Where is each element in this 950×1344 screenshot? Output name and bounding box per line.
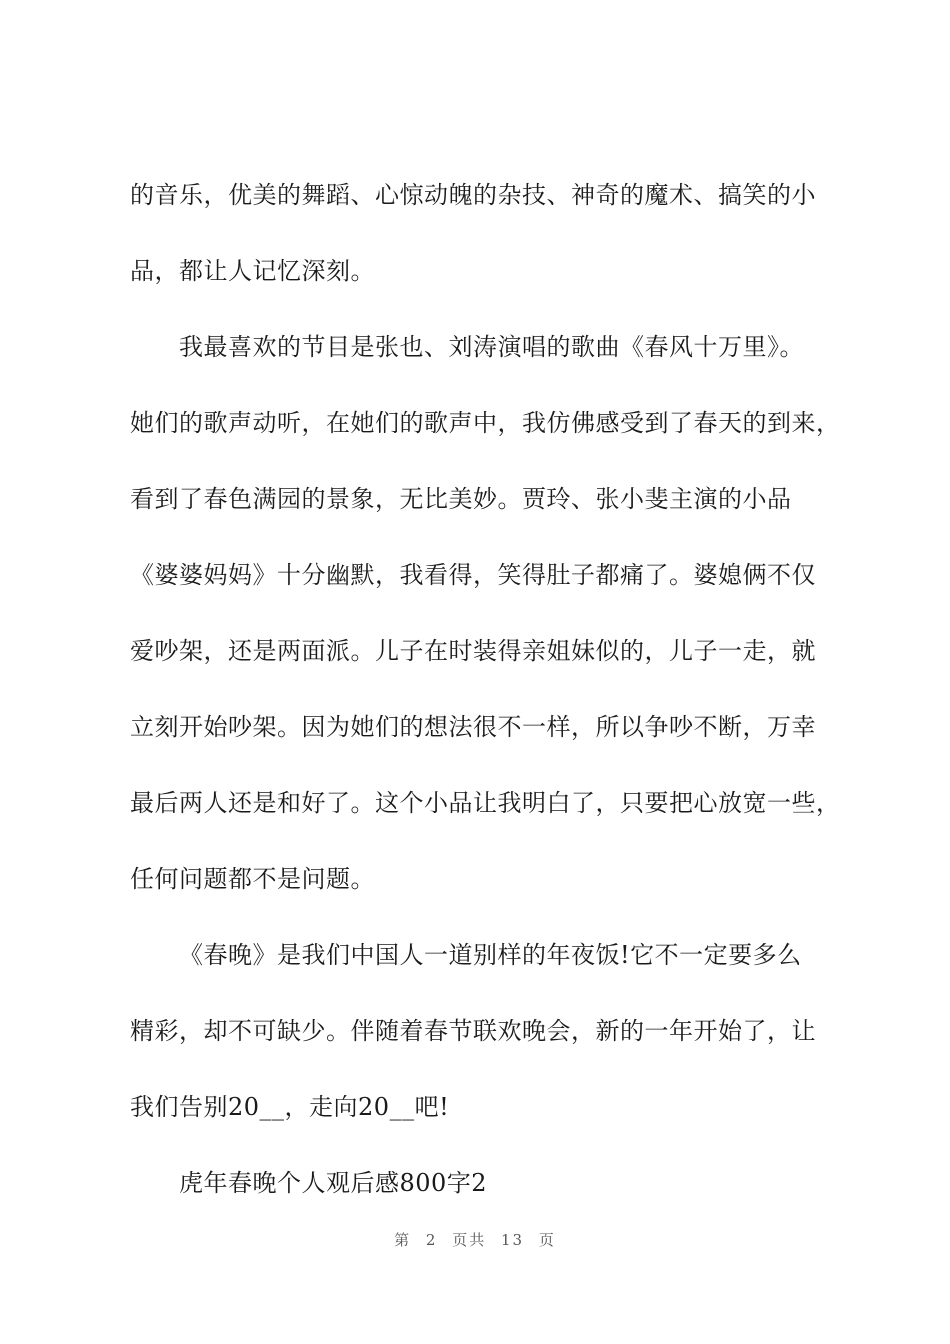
page-number-footer: 第 2 页共 13 页 [394,1231,556,1249]
paragraph-line: 任何问题都不是问题。 [130,865,375,893]
paragraph-line: 立刻开始吵架。因为她们的想法很不一样，所以争吵不断，万幸 [130,713,816,741]
paragraph-line: 《婆婆妈妈》十分幽默，我看得，笑得肚子都痛了。婆媳俩不仅 [130,561,816,589]
paragraph-line: 爱吵架，还是两面派。儿子在时装得亲姐妹似的，儿子一走，就 [130,637,816,665]
paragraph-line: 她们的歌声动听，在她们的歌声中，我仿佛感受到了春天的到来， [130,409,841,437]
paragraph-line: 的音乐，优美的舞蹈、心惊动魄的杂技、神奇的魔术、搞笑的小 [130,181,816,209]
paragraph-line: 最后两人还是和好了。这个小品让我明白了，只要把心放宽一些， [130,789,841,817]
paragraph-line: 我最喜欢的节目是张也、刘涛演唱的歌曲《春风十万里》。 [179,333,804,361]
paragraph-line: 看到了春色满园的景象，无比美妙。贾玲、张小斐主演的小品 [130,485,792,513]
paragraph-line: 精彩，却不可缺少。伴随着春节联欢晚会，新的一年开始了，让 [130,1017,816,1045]
paragraph-line: 《春晚》是我们中国人一道别样的年夜饭!它不一定要多么 [179,941,802,969]
paragraph-line: 我们告别20__，走向20__吧! [130,1093,450,1121]
section-heading: 虎年春晚个人观后感800字2 [179,1169,488,1197]
paragraph-line: 品，都让人记忆深刻。 [130,257,375,285]
